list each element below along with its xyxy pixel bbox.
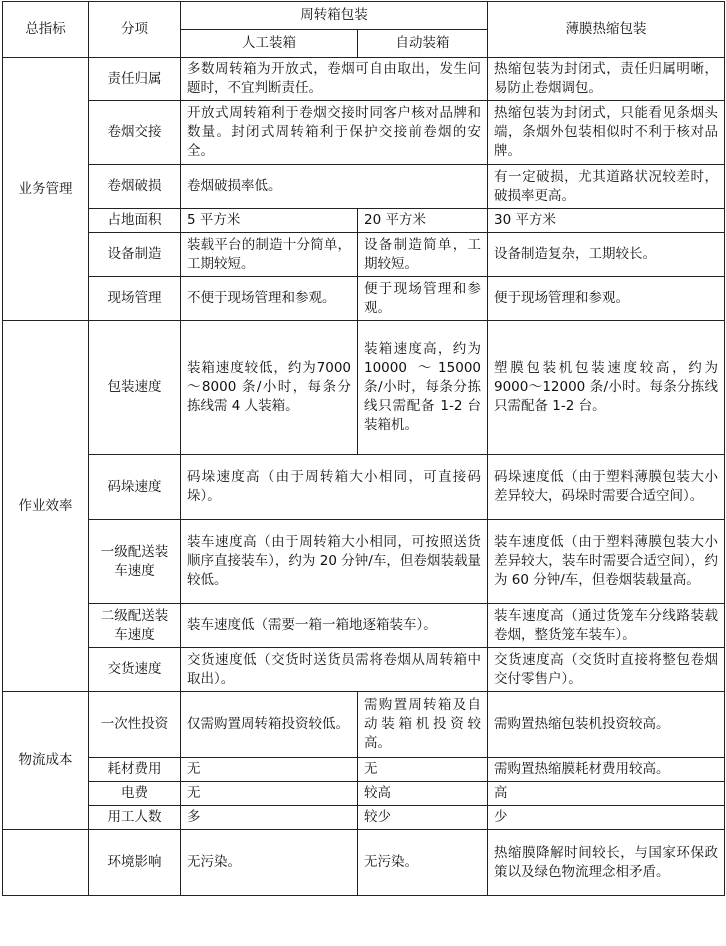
table-row [3,209,725,233]
comparison-table [2,1,725,896]
item-cell: 交货速度 [89,648,181,692]
group-cost: 物流成本 [3,692,89,830]
film-cell: 便于现场管理和参观。 [488,277,725,321]
item-cell: 码垛速度 [89,455,181,520]
item-cell: 电费 [89,782,181,806]
item-cell: 占地面积 [89,209,181,233]
header-auto: 自动装箱 [358,30,488,58]
manual-cell: 不便于现场管理和参观。 [181,277,358,321]
item-cell: 设备制造 [89,233,181,277]
table-row [3,604,725,648]
manual-cell: 多 [181,806,358,830]
table-row [3,758,725,782]
auto-cell: 便于现场管理和参观。 [358,277,488,321]
film-cell: 热缩包装为封闭式，责任归属明晰，易防止卷烟调包。 [488,58,725,101]
manual-cell: 5 平方米 [181,209,358,233]
table-row [3,782,725,806]
manual-cell: 装载平台的制造十分简单，工期较短。 [181,233,358,277]
box-cell: 装车速度低（需要一箱一箱地逐箱装车）。 [181,604,488,648]
table-row [3,520,725,604]
auto-cell: 20 平方米 [358,209,488,233]
box-cell: 开放式周转箱利于卷烟交接时同客户核对品牌和数量。封闭式周转箱利于保护交接前卷烟的安全。 [181,101,488,165]
item-cell: 二级配送装车速度 [89,604,181,648]
film-cell: 有一定破损，尤其道路状况较差时，破损率更高。 [488,165,725,209]
item-cell: 一级配送装车速度 [89,520,181,604]
film-cell: 热缩包装为封闭式，只能看见条烟头端，条烟外包装相似时不利于核对品牌。 [488,101,725,165]
manual-cell: 无 [181,758,358,782]
item-cell: 耗材费用 [89,758,181,782]
item-cell: 一次性投资 [89,692,181,758]
table-row [3,648,725,692]
film-cell: 少 [488,806,725,830]
header-item: 分项 [89,2,181,58]
table-row [3,830,725,896]
item-cell: 责任归属 [89,58,181,101]
group-environment [3,830,89,896]
box-cell: 交货速度低（交货时送货员需将卷烟从周转箱中取出）。 [181,648,488,692]
film-cell: 需购置热缩包装机投资较高。 [488,692,725,758]
box-cell: 码垛速度高（由于周转箱大小相同，可直接码垛）。 [181,455,488,520]
box-cell: 卷烟破损率低。 [181,165,488,209]
auto-cell: 较少 [358,806,488,830]
table-row [3,277,725,321]
header-film-packaging: 薄膜热缩包装 [488,2,725,58]
table-row [3,321,725,455]
item-cell: 包装速度 [89,321,181,455]
table-row [3,692,725,758]
film-cell: 交货速度高（交货时直接将整包卷烟交付零售户）。 [488,648,725,692]
header-box-packaging: 周转箱包装 [181,2,488,30]
manual-cell: 仅需购置周转箱投资较低。 [181,692,358,758]
film-cell: 需购置热缩膜耗材费用较高。 [488,758,725,782]
group-efficiency: 作业效率 [3,321,89,692]
auto-cell: 无污染。 [358,830,488,896]
item-cell: 环境影响 [89,830,181,896]
film-cell: 高 [488,782,725,806]
film-cell: 塑膜包装机包装速度较高，约为 9000～12000 条/小时。每条分拣线只需配备 1-2 台。 [488,321,725,455]
auto-cell: 装箱速度高，约为 10000 ～15000条/小时，每条分拣线只需配备 1-2 台装箱机。 [358,321,488,455]
table-row [3,58,725,101]
manual-cell: 无污染。 [181,830,358,896]
film-cell: 装车速度低（由于塑料薄膜包装大小差异较大，装车时需要合适空间），约为 60 分钟/车，但卷烟装载量高。 [488,520,725,604]
box-cell: 装车速度高（由于周转箱大小相同，可按照送货顺序直接装车），约为 20 分钟/车，但卷烟装载量较低。 [181,520,488,604]
item-cell: 卷烟破损 [89,165,181,209]
header-row [3,2,725,30]
box-cell: 多数周转箱为开放式，卷烟可自由取出，发生问题时，不宜判断责任。 [181,58,488,101]
group-business: 业务管理 [3,58,89,321]
film-cell: 热缩膜降解时间较长，与国家环保政策以及绿色物流理念相矛盾。 [488,830,725,896]
item-cell: 卷烟交接 [89,101,181,165]
table-row [3,455,725,520]
manual-cell: 无 [181,782,358,806]
header-indicator: 总指标 [3,2,89,58]
film-cell: 设备制造复杂，工期较长。 [488,233,725,277]
header-manual: 人工装箱 [181,30,358,58]
film-cell: 30 平方米 [488,209,725,233]
table-row [3,233,725,277]
item-cell: 用工人数 [89,806,181,830]
auto-cell: 需购置周转箱及自动装箱机投资较高。 [358,692,488,758]
auto-cell: 设备制造简单，工期较短。 [358,233,488,277]
film-cell: 装车速度高（通过货笼车分线路装载卷烟，整货笼车装车）。 [488,604,725,648]
film-cell: 码垛速度低（由于塑料薄膜包装大小差异较大，码垛时需要合适空间）。 [488,455,725,520]
manual-cell: 装箱速度较低，约为7000 ～8000 条/小时，每条分拣线需 4 人装箱。 [181,321,358,455]
table-row [3,165,725,209]
item-cell: 现场管理 [89,277,181,321]
auto-cell: 较高 [358,782,488,806]
auto-cell: 无 [358,758,488,782]
table-row [3,806,725,830]
table-row [3,101,725,165]
